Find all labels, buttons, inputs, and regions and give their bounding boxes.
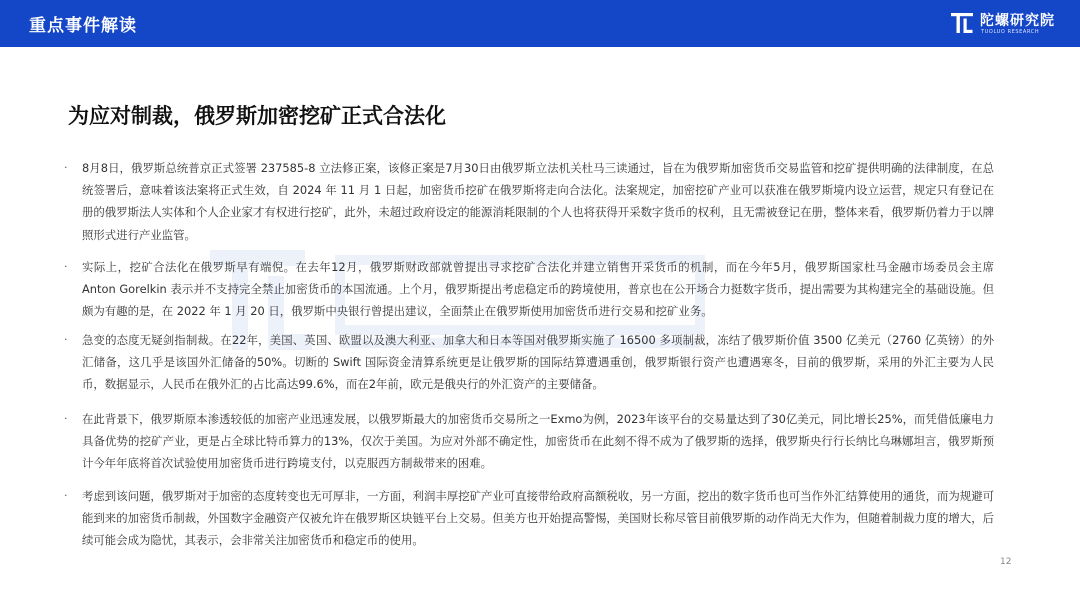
- paragraph-text: 在此背景下，俄罗斯原本渗透较低的加密产业迅速发展，以俄罗斯最大的加密货币交易所之一Exmo为例，2023年该平台的交易量达到了30亿美元，同比增长25%，而凭借低廉电力具备优势的挖矿产业，更是占全球比特币算力的13%，仅次于美国。为应对外部不确定性，加密货币在此刻不得不成为了俄罗斯的选择，俄罗斯央行行长纳比乌琳娜坦言，俄罗斯预计今年年底将首次试验使用加密货币进行跨境支付，以克服西方制裁带来的困难。: [82, 412, 994, 471]
- brand-logo-icon: [950, 11, 974, 35]
- page-number: 12: [1000, 557, 1012, 567]
- paragraph-1: [64, 157, 994, 246]
- brand: [950, 9, 1060, 39]
- slide-title: 为应对制裁，俄罗斯加密挖矿正式合法化: [68, 104, 446, 128]
- paragraph-5: [64, 485, 994, 552]
- brand-name: 陀螺研究院: [980, 13, 1055, 29]
- paragraph-text: 8月8日，俄罗斯总统普京正式签署 237585-8 立法修正案，该修正案是7月30日由俄罗斯立法机关杜马三读通过，旨在为俄罗斯加密货币交易监管和挖矿提供明确的法律制度，在总统签署后，意味着该法案将正式生效，自 2024 年 11 月 1 日起，加密货币挖矿在俄罗斯将走向合法化。法案规定，加密挖矿产业可以获准在俄罗斯境内设立运营，规定只有登记在册的俄罗斯法人实体和个人企业家才有权进行挖矿，此外，未超过政府设定的能源消耗限制的个人也将获得开采数字货币的权利，且无需被登记在册，整体来看，俄罗斯仍着力于以牌照形式进行产业监管。: [82, 161, 994, 242]
- paragraph-text: 考虑到该问题，俄罗斯对于加密的态度转变也无可厚非，一方面，利润丰厚挖矿产业可直接带给政府高额税收，另一方面，挖出的数字货币也可当作外汇结算使用的通货，而为规避可能到来的加密货币制裁，外国数字金融资产仅被允许在俄罗斯区块链平台上交易。但美方也开始提高警惕，美国财长称尽管目前俄罗斯的动作尚无大作为，但随着制裁力度的增大，后续可能会成为隐忧，其表示，会非常关注加密货币和稳定币的使用。: [82, 489, 994, 548]
- paragraph-text: 急变的态度无疑剑指制裁。在22年，美国、英国、欧盟以及澳大利亚、加拿大和日本等国对俄罗斯实施了 16500 多项制裁，冻结了俄罗斯价值 3500 亿美元（2760 亿英镑）的外汇储备，这几乎是该国外汇储备的50%。切断的 Swift 国际资金清算系统更是让俄罗斯的国际结算遭遇重创，俄罗斯银行资产也遭遇寒冬，目前的俄罗斯，采用的外汇主要为人民币，数据显示，人民币在俄外汇的占比高达99.6%，而在2年前，欧元是俄央行的外汇资产的主要储备。: [82, 333, 994, 392]
- paragraph-4: [64, 408, 994, 475]
- header-bar: [0, 0, 1080, 47]
- bullet-marker: ·: [64, 260, 68, 273]
- bullet-marker: ·: [64, 161, 68, 174]
- section-title: 重点事件解读: [29, 16, 137, 36]
- bullet-marker: ·: [64, 333, 68, 346]
- brand-name-english: TUOLUO RESEARCH: [981, 29, 1040, 35]
- paragraph-text: 实际上，挖矿合法化在俄罗斯早有端倪。在去年12月，俄罗斯财政部就曾提出寻求挖矿合法化并建立销售开采货币的机制，而在今年5月，俄罗斯国家杜马金融市场委员会主席 Anton Gorelkin 表示并不支持完全禁止加密货币的本国流通。上个月，俄罗斯提出考虑稳定币的跨境使用，普京也在公开场合力挺数字货币，提出需要为其构建完全的基础设施。但颇为有趣的是，在 2022 年 1 月 20 日，俄罗斯中央银行曾提出建议，全面禁止在俄罗斯使用加密货币进行交易和挖矿业务。: [82, 260, 994, 319]
- paragraph-2: [64, 256, 994, 323]
- bullet-marker: ·: [64, 489, 68, 502]
- paragraph-3: [64, 329, 994, 396]
- bullet-marker: ·: [64, 412, 68, 425]
